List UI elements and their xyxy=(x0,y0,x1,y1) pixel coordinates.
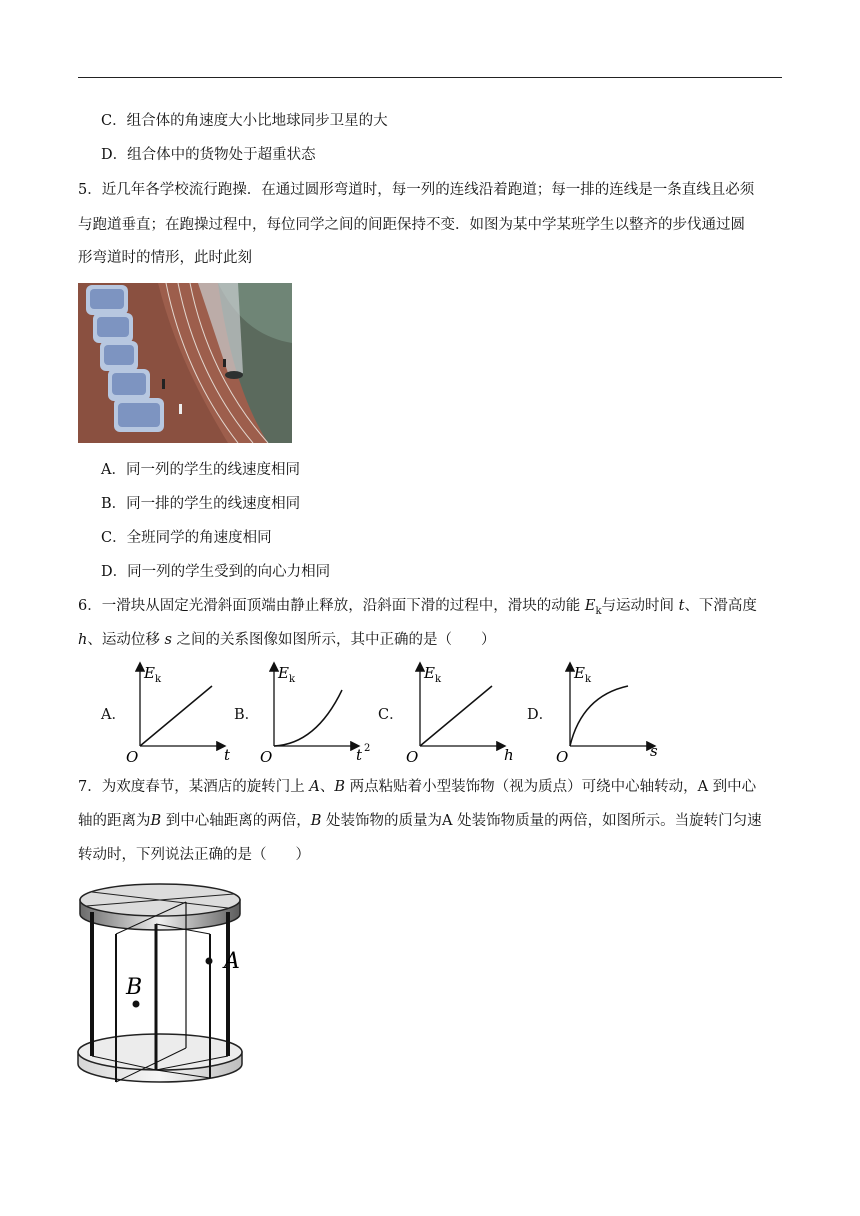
q6-graph-d-ysub: k xyxy=(585,674,592,685)
point-a-dot xyxy=(206,958,213,965)
revolving-door-figure xyxy=(70,872,250,1092)
q6-stem-text: 、下滑高度 xyxy=(684,598,757,614)
q6-graph-d-ylabel: E xyxy=(574,664,585,682)
q6-graph-b xyxy=(258,656,378,766)
q6-ek-sub: k xyxy=(595,605,602,617)
q6-stem-text: 、运动位移 xyxy=(87,632,165,648)
q7-a-symbol: A xyxy=(309,779,320,795)
q5-option-c: C．全班同学的角速度相同 xyxy=(101,530,272,546)
q6-graph-b-ylabel: E xyxy=(278,664,289,682)
q4-option-d: D．组合体中的货物处于超重状态 xyxy=(101,147,316,163)
q6-graph-d-origin: O xyxy=(556,748,569,766)
q6-graph-b-xlabel: t xyxy=(356,746,363,764)
q6-graph-c-ylabel: E xyxy=(424,664,435,682)
q6-stem-line1 xyxy=(78,596,757,622)
q7-stem-text: 处装饰物的质量为A 处装饰物质量的两倍，如图所示。当旋转门匀速 xyxy=(321,813,762,829)
q5-option-b: B．同一排的学生的线速度相同 xyxy=(101,496,301,512)
q7-stem-line3: 转动时，下列说法正确的是（ ） xyxy=(78,847,310,863)
point-b-dot xyxy=(133,1001,140,1008)
header-rule xyxy=(78,77,782,78)
q5-stem-line3: 形弯道时的情形，此时此刻 xyxy=(78,250,252,266)
q6-graph-d-letter: D． xyxy=(527,707,554,723)
q5-stem-line2: 与跑道垂直；在跑操过程中，每位同学之间的间距保持不变．如图为某中学某班学生以整齐的步伐通过圆 xyxy=(78,217,745,233)
q7-stem-text: 两点粘贴着小型装饰物（视为质点）可绕中心轴转动，A 到中心 xyxy=(344,779,757,795)
q5-stem-line1: 5．近几年各学校流行跑操．在通过圆形弯道时，每一列的连线沿着跑道；每一排的连线是一条直线且必须 xyxy=(78,182,755,198)
q6-graph-a-ylabel: E xyxy=(144,664,155,682)
q7-stem-text: 、 xyxy=(319,779,335,795)
q7-stem-text: 轴的距离为 xyxy=(78,813,151,829)
q6-stem-line2 xyxy=(78,630,496,650)
q7-b-symbol: B xyxy=(150,813,162,829)
q7-stem-text: 到中心轴距离的两倍， xyxy=(161,813,311,829)
q5-option-d: D．同一列的学生受到的向心力相同 xyxy=(101,564,331,580)
point-b-label: B xyxy=(126,975,143,1000)
q6-graph-b-origin: O xyxy=(260,748,273,766)
running-track-photo xyxy=(78,283,292,443)
q6-graph-b-xsup: 2 xyxy=(364,743,371,754)
q7-b-symbol: B xyxy=(334,779,345,795)
q6-graph-d xyxy=(554,656,674,766)
q6-ek-symbol: E xyxy=(584,598,596,614)
q6-graph-a xyxy=(124,656,244,766)
q6-graph-c xyxy=(404,656,524,766)
q4-option-c: C．组合体的角速度大小比地球同步卫星的大 xyxy=(101,113,388,129)
q6-stem-text: 之间的关系图像如图所示，其中正确的是（ ） xyxy=(171,632,496,648)
q6-graph-b-ysub: k xyxy=(289,674,296,685)
q7-stem-text: 7．为欢度春节，某酒店的旋转门上 xyxy=(78,779,310,795)
q5-option-a: A．同一列的学生的线速度相同 xyxy=(101,462,300,478)
q6-stem-text: 与运动时间 xyxy=(601,598,679,614)
q6-graph-c-letter: C． xyxy=(378,707,404,723)
q6-t-symbol: t xyxy=(678,598,685,614)
q6-h-symbol: h xyxy=(78,632,88,648)
q6-graph-c-xlabel: h xyxy=(504,746,514,764)
q6-graph-a-origin: O xyxy=(126,748,139,766)
q7-stem-line1 xyxy=(78,777,756,797)
q6-graph-a-letter: A． xyxy=(101,707,126,723)
q6-stem-text: 6．一滑块从固定光滑斜面顶端由静止释放，沿斜面下滑的过程中，滑块的动能 xyxy=(78,598,585,614)
q6-graph-d-xlabel: s xyxy=(650,742,658,760)
point-a-label: A xyxy=(224,949,240,974)
q7-b-symbol: B xyxy=(310,813,322,829)
q6-graph-a-xlabel: t xyxy=(224,746,231,764)
q6-graph-c-origin: O xyxy=(406,748,419,766)
q6-graph-b-letter: B． xyxy=(234,707,260,723)
q6-graph-c-ysub: k xyxy=(435,674,442,685)
q6-s-symbol: s xyxy=(164,632,172,648)
q7-stem-line2 xyxy=(78,811,762,831)
q6-graph-a-ysub: k xyxy=(155,674,162,685)
